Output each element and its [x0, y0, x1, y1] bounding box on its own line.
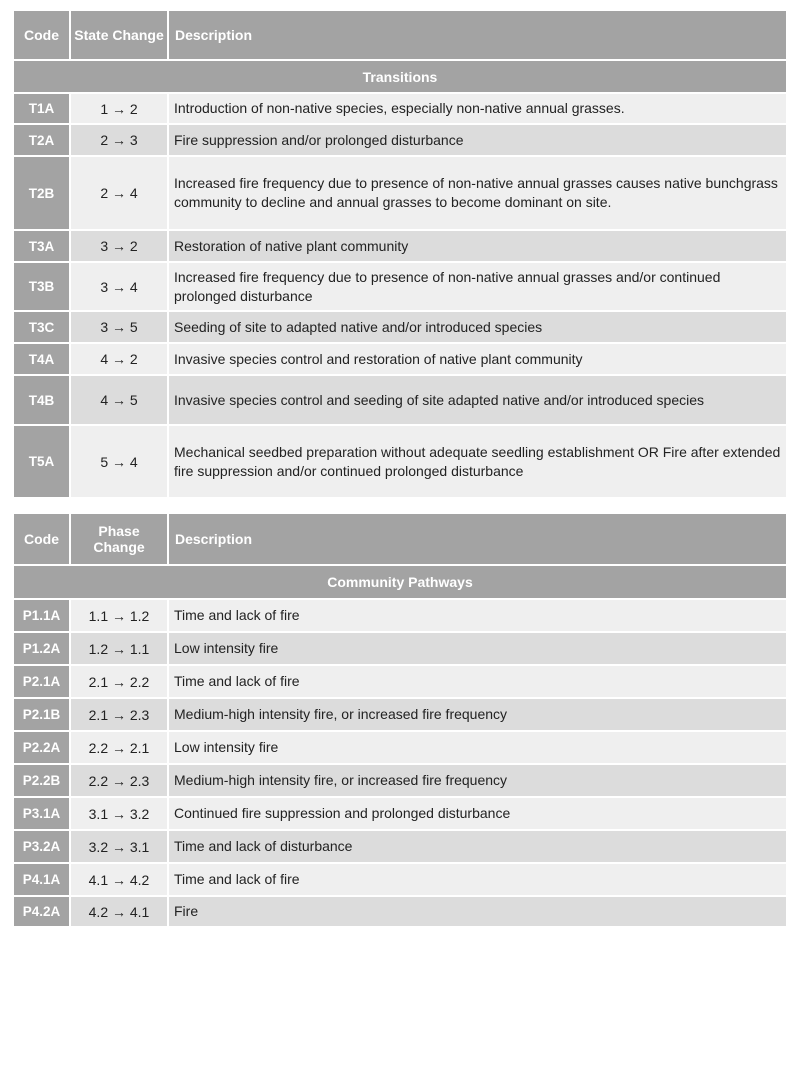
row-description: Low intensity fire	[169, 732, 786, 765]
row-change: 2 → 3	[71, 125, 169, 157]
row-code: P4.2A	[14, 897, 71, 928]
row-code: P4.1A	[14, 864, 71, 897]
transitions-section-row	[14, 61, 786, 94]
row-description: Invasive species control and restoration of native plant community	[169, 344, 786, 376]
row-code: T4A	[14, 344, 71, 376]
pathways-section-title: Community Pathways	[14, 566, 786, 600]
row-description: Low intensity fire	[169, 633, 786, 666]
row-code: T2B	[14, 157, 71, 231]
row-code: P2.2B	[14, 765, 71, 798]
table-row	[14, 157, 786, 231]
table-row	[14, 344, 786, 376]
row-description: Introduction of non-native species, especially non-native annual grasses.	[169, 94, 786, 125]
row-description: Time and lack of disturbance	[169, 831, 786, 864]
table-row	[14, 231, 786, 263]
row-code: T2A	[14, 125, 71, 157]
table-row	[14, 897, 786, 928]
description-column-header: Description	[169, 11, 786, 61]
row-description: Time and lack of fire	[169, 666, 786, 699]
transitions-section-title: Transitions	[14, 61, 786, 94]
row-change: 3.1 → 3.2	[71, 798, 169, 831]
row-change: 3 → 5	[71, 312, 169, 344]
row-change: 4.2 → 4.1	[71, 897, 169, 928]
row-description: Fire	[169, 897, 786, 928]
row-change: 1.1 → 1.2	[71, 600, 169, 633]
row-change: 5 → 4	[71, 426, 169, 499]
transitions-header-row	[14, 11, 786, 61]
row-change: 4 → 2	[71, 344, 169, 376]
row-change: 3 → 2	[71, 231, 169, 263]
row-description: Fire suppression and/or prolonged disturbance	[169, 125, 786, 157]
row-description: Time and lack of fire	[169, 600, 786, 633]
table-row	[14, 263, 786, 312]
row-change: 3 → 4	[71, 263, 169, 312]
row-change: 2.2 → 2.1	[71, 732, 169, 765]
community-pathways-table	[14, 514, 786, 928]
row-code: P1.2A	[14, 633, 71, 666]
row-code: P2.1B	[14, 699, 71, 732]
table-row	[14, 831, 786, 864]
transitions-table	[14, 11, 786, 499]
table-row	[14, 426, 786, 499]
row-change: 4.1 → 4.2	[71, 864, 169, 897]
row-description: Restoration of native plant community	[169, 231, 786, 263]
row-description: Invasive species control and seeding of site adapted native and/or introduced species	[169, 376, 786, 426]
table-row	[14, 312, 786, 344]
row-description: Medium-high intensity fire, or increased fire frequency	[169, 699, 786, 732]
table-row	[14, 699, 786, 732]
row-change: 2.1 → 2.3	[71, 699, 169, 732]
row-code: T5A	[14, 426, 71, 499]
table-row	[14, 765, 786, 798]
row-description: Continued fire suppression and prolonged disturbance	[169, 798, 786, 831]
row-code: T3A	[14, 231, 71, 263]
row-code: P2.2A	[14, 732, 71, 765]
row-change: 2.1 → 2.2	[71, 666, 169, 699]
description-column-header: Description	[169, 514, 786, 566]
state-change-column-header: State Change	[71, 11, 169, 61]
row-change: 4 → 5	[71, 376, 169, 426]
table-row	[14, 376, 786, 426]
row-description: Time and lack of fire	[169, 864, 786, 897]
row-code: T3C	[14, 312, 71, 344]
code-column-header: Code	[14, 11, 71, 61]
row-code: P3.2A	[14, 831, 71, 864]
pathways-section-row	[14, 566, 786, 600]
row-change: 1.2 → 1.1	[71, 633, 169, 666]
row-code: T1A	[14, 94, 71, 125]
pathways-header-row	[14, 514, 786, 566]
row-change: 2 → 4	[71, 157, 169, 231]
code-column-header: Code	[14, 514, 71, 566]
row-description: Increased fire frequency due to presence of non-native annual grasses and/or continued prolonged disturbance	[169, 263, 786, 312]
row-description: Medium-high intensity fire, or increased fire frequency	[169, 765, 786, 798]
row-code: P3.1A	[14, 798, 71, 831]
row-description: Mechanical seedbed preparation without adequate seedling establishment OR Fire after extended fire suppression and/or continued prolonged disturbance	[169, 426, 786, 499]
table-row	[14, 633, 786, 666]
phase-change-column-header: Phase Change	[71, 514, 169, 566]
table-row	[14, 864, 786, 897]
table-row	[14, 732, 786, 765]
table-row	[14, 94, 786, 125]
row-change: 2.2 → 2.3	[71, 765, 169, 798]
row-code: P1.1A	[14, 600, 71, 633]
row-change: 3.2 → 3.1	[71, 831, 169, 864]
table-row	[14, 798, 786, 831]
row-description: Increased fire frequency due to presence of non-native annual grasses causes native bunchgrass community to decline and annual grasses to become dominant on site.	[169, 157, 786, 231]
row-code: T4B	[14, 376, 71, 426]
row-description: Seeding of site to adapted native and/or introduced species	[169, 312, 786, 344]
table-row	[14, 600, 786, 633]
row-code: T3B	[14, 263, 71, 312]
row-code: P2.1A	[14, 666, 71, 699]
row-change: 1 → 2	[71, 94, 169, 125]
table-row	[14, 125, 786, 157]
table-row	[14, 666, 786, 699]
